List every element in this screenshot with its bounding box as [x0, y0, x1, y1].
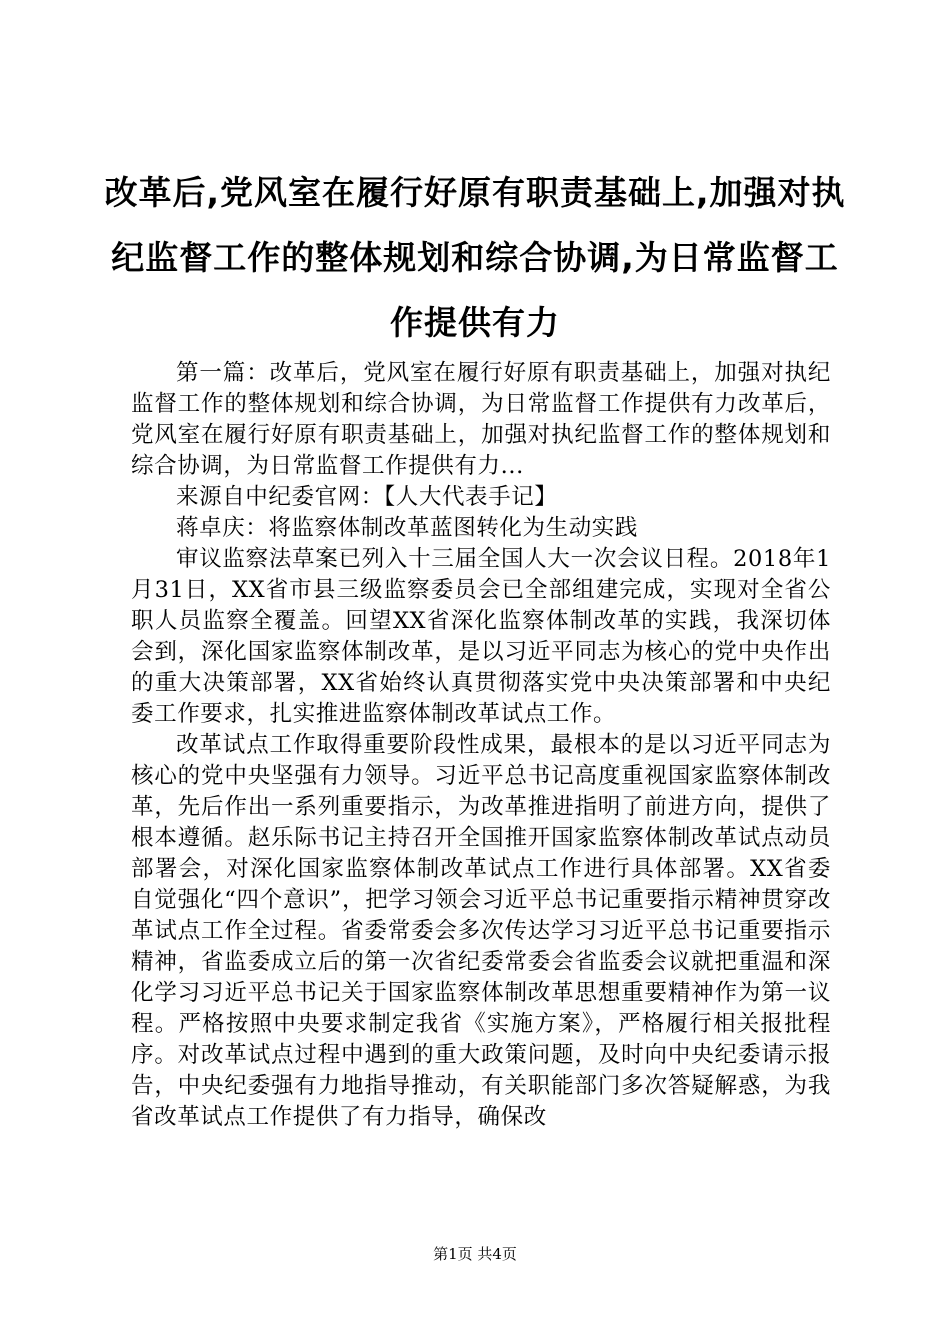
paragraph-subtitle: 蒋卓庆：将监察体制改革蓝图转化为生动实践 — [176, 515, 639, 541]
page-number-footer: 第1页 共4页 — [433, 1245, 517, 1263]
paragraph-intro: 第一篇：改革后，党风室在履行好原有职责基础上，加强对执纪监督工作的整体规划和综合协调，为日常监督工作提供有力改革后，党风室在履行好原有职责基础上，加强对执纪监督工作的整体规划和综合协调，为日常监督工作提供有力... — [131, 360, 831, 479]
paragraph-body-2: 改革试点工作取得重要阶段性成果，最根本的是以习近平同志为核心的党中央坚强有力领导。习近平总书记高度重视国家监察体制改革，先后作出一系列重要指示，为改革推进指明了前进方向，提供了根本遵循。赵乐际书记主持召开全国推开国家监察体制改革试点动员部署会，对深化国家监察体制改革试点工作进行具体部署。XX省委自觉强化“四个意识”，把学习领会习近平总书记重要指示精神贯穿改革试点工作全过程。省委常委会多次传达学习习近平总书记重要指示精神，省监委成立后的第一次省纪委常委会省监委会议就把重温和深化学习习近平总书记关于国家监察体制改革思想重要精神作为第一议程。严格按照中央要求制定我省《实施方案》，严格履行相关报批程序。对改革试点过程中遇到的重大政策问题，及时向中央纪委请示报告，中央纪委强有力地指导推动，有关职能部门多次答疑解惑，为我省改革试点工作提供了有力指导，确保改 — [131, 732, 831, 1130]
document-title: 改革后,党风室在履行好原有职责基础上,加强对执纪监督工作的整体规划和综合协调,为日常监督工作提供有力 — [104, 173, 846, 342]
paragraph-body-1: 审议监察法草案已列入十三届全国人大一次会议日程。2018年1月31日，XX省市县三级监察委员会已全部组建完成，实现对全省公职人员监察全覆盖。回望XX省深化监察体制改革的实践，我深切体会到，深化国家监察体制改革，是以习近平同志为核心的党中央作出的重大决策部署，XX省始终认真贯彻落实党中央决策部署和中央纪委工作要求，扎实推进监察体制改革试点工作。 — [131, 546, 831, 727]
paragraph-source: 来源自中纪委官网：【人大代表手记】 — [176, 484, 558, 510]
document-body — [131, 358, 831, 1133]
